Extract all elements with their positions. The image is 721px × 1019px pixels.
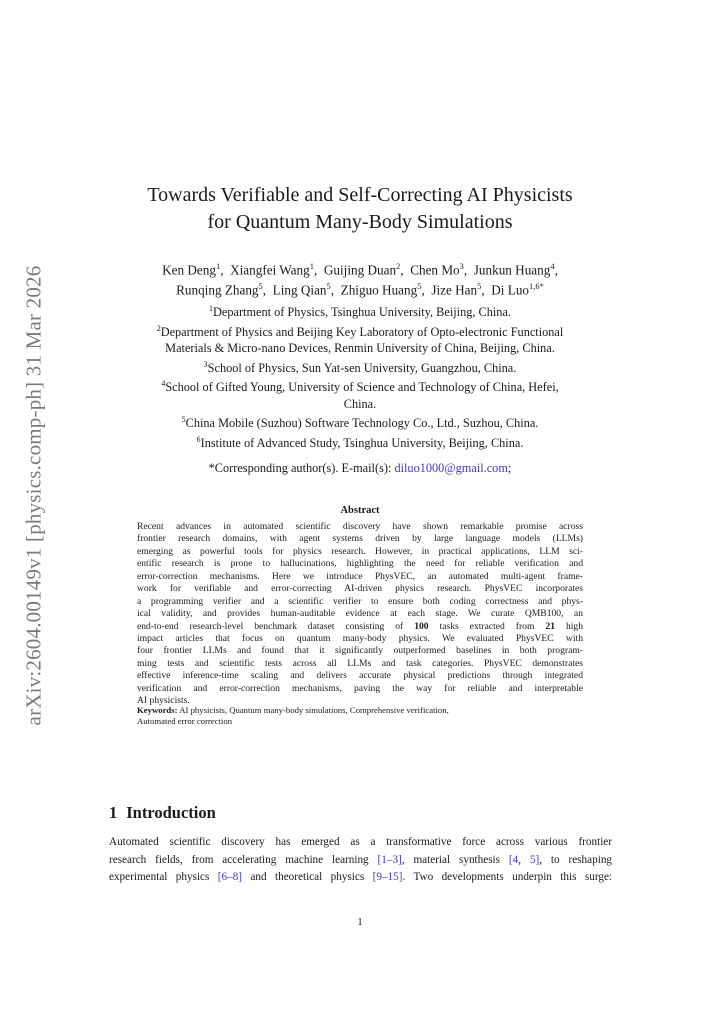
- affiliation-text: China Mobile (Suzhou) Software Technology Co., Ltd., Suzhou, China.: [185, 416, 539, 431]
- keywords-text: AI physicists, Quantum many-body simulations, Comprehensive verification,: [179, 705, 449, 715]
- affiliation-mark: 6: [196, 434, 201, 444]
- affiliation-text: Department of Physics and Beijing Key Laboratory of Opto-electronic Functional: [160, 324, 564, 339]
- abstract-line: Recent advances in automated scientific discovery have shown remarkable promise across: [137, 521, 583, 532]
- arxiv-stamp-text: arXiv:2604.00149v1 [physics.comp-ph] 31 Mar 2026: [21, 265, 46, 725]
- abstract-line: work for verifiable and error-correcting AI-driven physics research. PhysVEC incorporates: [137, 583, 583, 595]
- affiliation-item: [110, 321, 610, 341]
- intro-text: and theoretical physics: [250, 871, 365, 883]
- corresponding-author: [60, 461, 660, 476]
- affiliation-mark: 2: [156, 323, 161, 333]
- keywords-line-2: Automated error correction: [137, 716, 233, 726]
- keywords-label: Keywords:: [137, 705, 178, 715]
- section-number: 1: [109, 803, 118, 822]
- bold-number: 100: [414, 620, 429, 632]
- title-line-1: Towards Verifiable and Self-Correcting AI Physicists: [147, 184, 573, 206]
- author-name: Ling Qian: [272, 282, 327, 298]
- author-list: [60, 258, 660, 299]
- section-title: Introduction: [126, 803, 216, 822]
- author-name: Xiangfei Wang: [230, 262, 310, 278]
- abstract-line: emerging as powerful tools for physics research. However, in practical applications, LLM sci-: [137, 545, 583, 557]
- affiliation-item: [110, 432, 610, 452]
- keywords-block: [137, 705, 583, 727]
- arxiv-identifier-stamp: [14, 240, 54, 750]
- title-line-2: for Quantum Many-Body Simulations: [207, 211, 513, 233]
- author-line-2: Runqing Zhang$^5$, Ling Qian$^5$, Zhiguo Huang$^5$, Jize Han$^5$, Di Luo$^{1,6*}$: [176, 281, 544, 298]
- paper-title: [60, 182, 660, 236]
- affiliation-text: School of Physics, Sun Yat-sen University, Guangzhou, China.: [207, 360, 517, 375]
- author-affiliation-mark: 1,6*: [529, 281, 544, 292]
- author-affiliation-mark: 2: [396, 261, 401, 271]
- section-heading: [109, 803, 216, 823]
- affiliation-mark: 4: [161, 379, 166, 389]
- email-link[interactable]: diluo1000@gmail.com: [394, 461, 508, 475]
- affiliation-text: Institute of Advanced Study, Tsinghua University, Beijing, China.: [200, 436, 524, 451]
- abstract-line: impact articles that focus on quantum many-body physics. We evaluated PhysVEC with: [137, 632, 583, 644]
- citation-link[interactable]: [1–3]: [377, 853, 402, 866]
- bold-number: 21: [545, 620, 555, 632]
- author-affiliation-mark: 5: [258, 281, 263, 292]
- intro-line: Automated scientific discovery has emerged as a transformative force across various frontier: [109, 836, 612, 848]
- affiliation-mark: 1: [209, 304, 213, 313]
- abstract-line: entific research is prone to hallucinations, highlighting the need for reliable verification and: [137, 558, 583, 570]
- abstract-line: error-correction mechanisms. Here we introduce PhysVEC, an automated multi-agent frame-: [137, 570, 583, 582]
- introduction-paragraph: [109, 834, 612, 887]
- intro-text: research fields, from accelerating machine learning: [109, 853, 369, 866]
- abstract-body: [137, 521, 583, 708]
- abstract-line: a programming verifier and a scientific verifier to ensure both coding correctness and phys-: [137, 595, 583, 607]
- affiliation-text: School of Gifted Young, University of Science and Technology of China, Hefei,: [165, 380, 559, 395]
- intro-line: [109, 869, 612, 887]
- author-affiliation-mark: 5: [477, 281, 482, 292]
- abstract-line: ical validity, and provides human-auditable evidence at each stage. We curate QMB100, an: [137, 608, 583, 620]
- affiliation-mark: 3: [203, 359, 208, 369]
- author-line-1: Ken Deng$^1$, Xiangfei Wang$^1$, Guijing Duan$^2$, Chen Mo$^3$, Junkun Huang$^4$,: [162, 261, 558, 278]
- intro-text: . Two developments underpin this surge:: [402, 871, 613, 883]
- affiliation-item: [110, 412, 610, 432]
- abstract-line: effective inference-time scaling and delivers accurate physical predictions through integrated: [137, 670, 583, 682]
- keywords-line-1: [137, 705, 583, 716]
- abstract-heading: Abstract: [340, 505, 380, 516]
- author-name: Chen Mo: [410, 262, 460, 278]
- affiliation-mark: 5: [181, 415, 186, 425]
- corresponding-suffix: ;: [507, 461, 512, 475]
- citation-link[interactable]: [9–15]: [372, 871, 403, 883]
- author-affiliation-mark: 1: [215, 261, 221, 271]
- abstract-line: four frontier LLMs and found that it significantly outperformed baselines in both program-: [137, 645, 583, 657]
- abstract-line: ming tests and scientific tests across all LLMs and task categories. PhysVEC demonstrates: [137, 657, 583, 669]
- citation-link[interactable]: 5]: [529, 853, 540, 866]
- affiliation-item: [110, 301, 610, 321]
- affiliation-item: [110, 376, 610, 396]
- author-name: Junkun Huang: [473, 262, 551, 278]
- abstract-line-text: tasks extracted from: [439, 620, 535, 632]
- affiliation-continuation: Materials & Micro-nano Devices, Renmin University of China, Beijing, China.: [165, 341, 555, 356]
- citation-link[interactable]: [6–8]: [217, 871, 243, 883]
- affiliation-text: Department of Physics, Tsinghua University, Beijing, China.: [213, 305, 511, 320]
- affiliation-continuation: China.: [343, 396, 377, 411]
- intro-line: [109, 852, 612, 870]
- abstract-line: verification and error-correction mechanisms, paving the way for reliable and interpretable: [137, 682, 583, 694]
- author-affiliation-mark: 5: [417, 281, 422, 292]
- author-name: Ken Deng: [162, 262, 216, 278]
- author-name: Jize Han: [431, 282, 478, 298]
- intro-text: , to reshaping: [539, 853, 613, 866]
- intro-text: experimental physics: [109, 871, 210, 883]
- author-name: Di Luo: [491, 282, 530, 298]
- abstract-line-text: end-to-end research-level benchmark dataset consisting of: [137, 620, 404, 632]
- author-affiliation-mark: 1: [309, 261, 314, 271]
- page-number: 1: [357, 916, 363, 928]
- abstract-line-text: high: [565, 620, 583, 632]
- affiliation-list: [110, 301, 610, 452]
- intro-text: , material synthesis: [401, 853, 501, 866]
- author-name: Runqing Zhang: [176, 282, 259, 298]
- citation-link[interactable]: [4: [508, 853, 519, 866]
- author-affiliation-mark: 4: [550, 261, 555, 271]
- abstract-line: [137, 621, 583, 633]
- author-name: Guijing Duan: [323, 262, 397, 278]
- abstract-line: AI physicists.: [137, 695, 190, 707]
- affiliation-item: [110, 357, 610, 377]
- corresponding-label: *Corresponding author(s). E-mail(s):: [208, 461, 392, 475]
- abstract-line: frontier research domains, with agent systems driven by large language models (LLMs): [137, 533, 583, 545]
- intro-text: ,: [518, 853, 522, 866]
- author-affiliation-mark: 3: [459, 261, 464, 271]
- author-affiliation-mark: 5: [326, 281, 331, 292]
- author-name: Zhiguo Huang: [340, 282, 418, 298]
